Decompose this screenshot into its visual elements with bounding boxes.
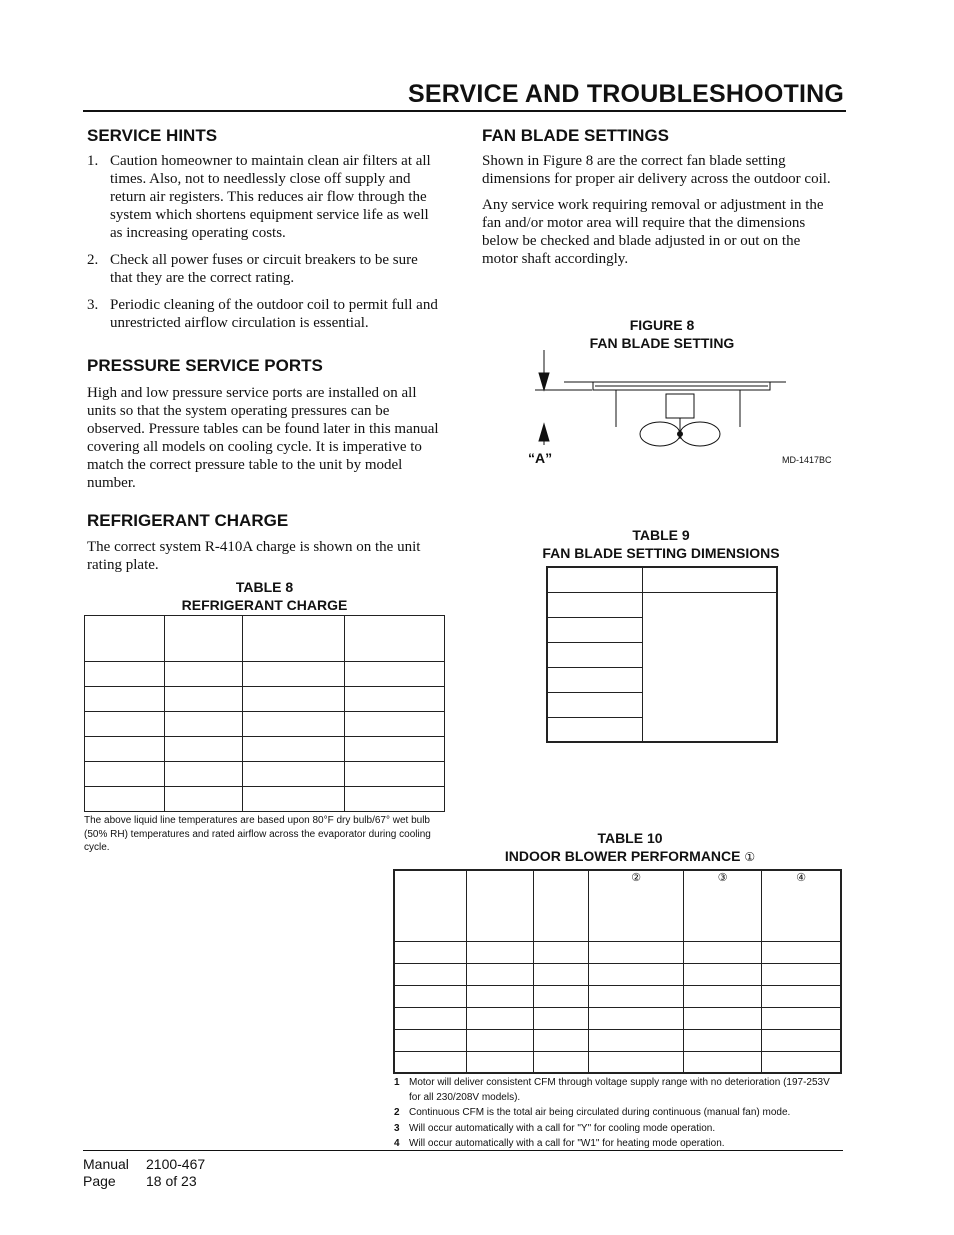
footnote-mark: ① bbox=[744, 850, 756, 864]
table-cell bbox=[85, 787, 165, 812]
table-row bbox=[85, 687, 445, 712]
table-row bbox=[394, 963, 841, 985]
table-cell bbox=[547, 692, 643, 717]
table-cell bbox=[534, 985, 589, 1007]
list-number: 1. bbox=[87, 153, 99, 169]
table-cell bbox=[243, 687, 345, 712]
table-cell bbox=[243, 762, 345, 787]
table-cell bbox=[534, 870, 589, 941]
table-cell bbox=[589, 1007, 684, 1029]
dimension-arrow-bottom bbox=[539, 424, 549, 441]
table-cell bbox=[762, 941, 842, 963]
table-cell bbox=[762, 1051, 842, 1073]
table-cell bbox=[547, 717, 643, 742]
manual-number: 2100-467 bbox=[146, 1156, 206, 1172]
table-cell bbox=[762, 963, 842, 985]
table-cell bbox=[345, 737, 445, 762]
table-row bbox=[85, 787, 445, 812]
list-item bbox=[87, 251, 442, 287]
dimension-arrow-top bbox=[539, 373, 549, 390]
table-cell bbox=[345, 762, 445, 787]
table10-caption bbox=[440, 829, 820, 866]
table-cell bbox=[467, 1051, 534, 1073]
table8-caption bbox=[84, 578, 445, 614]
table-cell bbox=[85, 762, 165, 787]
footnote-number: 2 bbox=[394, 1107, 400, 1118]
footnote-text: Continuous CFM is the total air being circulated during continuous (manual fan) mode. bbox=[409, 1107, 791, 1118]
table-cell bbox=[243, 616, 345, 662]
pressure-ports-heading: PRESSURE SERVICE PORTS bbox=[87, 356, 323, 375]
table8-note: The above liquid line temperatures are based upon 80°F dry bulb/67° wet bulb (50% RH) temperatures and rated airflow across the evaporator during cooling cycle. bbox=[84, 815, 431, 853]
table-cell bbox=[345, 787, 445, 812]
footnote bbox=[394, 1106, 842, 1121]
table-cell bbox=[467, 1007, 534, 1029]
list-item bbox=[87, 296, 442, 332]
table-cell bbox=[85, 616, 165, 662]
table10-caption-line2 bbox=[440, 847, 820, 866]
table-row bbox=[85, 762, 445, 787]
table-row bbox=[85, 662, 445, 687]
table-cell bbox=[589, 963, 684, 985]
footnote-mark: ③ bbox=[717, 872, 728, 884]
table10-caption-line1: TABLE 10 bbox=[597, 830, 663, 846]
table-cell bbox=[394, 941, 467, 963]
footer-rule bbox=[83, 1150, 843, 1151]
table-cell bbox=[589, 941, 684, 963]
list-text: Periodic cleaning of the outdoor coil to permit full and unrestricted airflow circulation is essential. bbox=[110, 297, 438, 331]
table-row bbox=[394, 1051, 841, 1073]
table-header-row bbox=[547, 567, 777, 592]
table-cell bbox=[589, 870, 684, 941]
table8-caption-line1: TABLE 8 bbox=[235, 579, 294, 595]
table-cell bbox=[547, 567, 643, 592]
table-row bbox=[85, 737, 445, 762]
table-row bbox=[394, 1007, 841, 1029]
table-cell bbox=[534, 1029, 589, 1051]
dimension-a-label: “A” bbox=[528, 450, 553, 466]
table-cell bbox=[165, 737, 243, 762]
footnote bbox=[394, 1076, 842, 1105]
header-rule bbox=[83, 110, 846, 112]
table-cell bbox=[394, 963, 467, 985]
list-number: 3. bbox=[87, 297, 99, 313]
table-cell bbox=[345, 616, 445, 662]
table9-fan-blade-dimensions bbox=[546, 566, 778, 743]
table-cell bbox=[684, 1051, 762, 1073]
table-cell bbox=[762, 985, 842, 1007]
drawing-id: MD-1417BC bbox=[782, 455, 832, 465]
table-row bbox=[394, 941, 841, 963]
table-cell bbox=[534, 963, 589, 985]
table-cell bbox=[165, 687, 243, 712]
page-label: Page bbox=[83, 1173, 116, 1189]
table-cell bbox=[547, 642, 643, 667]
table-cell bbox=[165, 762, 243, 787]
table9-caption-line2: FAN BLADE SETTING DIMENSIONS bbox=[542, 545, 780, 561]
manual-label: Manual bbox=[83, 1156, 129, 1172]
table-cell bbox=[345, 662, 445, 687]
table10-indoor-blower bbox=[393, 869, 842, 1074]
table-cell bbox=[85, 712, 165, 737]
refrigerant-charge-body: The correct system R-410A charge is shown on the unit rating plate. bbox=[87, 539, 421, 573]
table-cell bbox=[345, 687, 445, 712]
figure8-caption-line1: FIGURE 8 bbox=[629, 317, 695, 333]
table10-caption-text: INDOOR BLOWER PERFORMANCE bbox=[504, 848, 741, 864]
motor-box bbox=[666, 394, 694, 418]
table-cell bbox=[547, 592, 643, 617]
table-cell bbox=[643, 592, 778, 742]
table-cell bbox=[534, 941, 589, 963]
table-cell bbox=[165, 616, 243, 662]
table-cell bbox=[85, 687, 165, 712]
table8-caption-line2: REFRIGERANT CHARGE bbox=[181, 597, 348, 613]
table-cell bbox=[165, 787, 243, 812]
table-cell bbox=[394, 1051, 467, 1073]
table-cell bbox=[547, 667, 643, 692]
footnote-number: 4 bbox=[394, 1138, 400, 1149]
table-cell bbox=[467, 1029, 534, 1051]
table-cell bbox=[589, 1029, 684, 1051]
footnote-mark: ④ bbox=[796, 872, 806, 884]
table-cell bbox=[589, 1051, 684, 1073]
service-hints-list bbox=[87, 152, 442, 341]
table-cell bbox=[394, 1029, 467, 1051]
footnote bbox=[394, 1122, 842, 1137]
table-cell bbox=[467, 963, 534, 985]
fan-blade-right bbox=[680, 422, 720, 446]
table-cell bbox=[534, 1007, 589, 1029]
table-cell bbox=[394, 870, 467, 941]
table-cell bbox=[243, 737, 345, 762]
fan-blade-text bbox=[482, 152, 834, 276]
list-item bbox=[87, 152, 442, 242]
refrigerant-charge-heading: REFRIGERANT CHARGE bbox=[87, 511, 289, 530]
table-cell bbox=[684, 985, 762, 1007]
table-cell bbox=[684, 941, 762, 963]
fan-hub bbox=[678, 432, 683, 437]
footnote-text: Motor will deliver consistent CFM through voltage supply range with no deterioration (197-253V for all 230/208V models). bbox=[409, 1077, 830, 1103]
table-cell bbox=[762, 1007, 842, 1029]
table-cell bbox=[394, 1007, 467, 1029]
table-cell bbox=[467, 870, 534, 941]
table-cell bbox=[243, 712, 345, 737]
fan-blade-figure bbox=[520, 345, 850, 470]
table-header-row bbox=[85, 616, 445, 662]
table-cell bbox=[243, 787, 345, 812]
page-footer bbox=[83, 1156, 205, 1190]
table-cell bbox=[345, 712, 445, 737]
table9-caption-line1: TABLE 9 bbox=[632, 527, 690, 543]
table-cell bbox=[762, 870, 842, 941]
table9-caption bbox=[520, 526, 802, 562]
table-row bbox=[85, 712, 445, 737]
table-cell bbox=[165, 712, 243, 737]
table-cell bbox=[165, 662, 243, 687]
table-cell bbox=[589, 985, 684, 1007]
table-cell bbox=[684, 1007, 762, 1029]
fan-blade-heading: FAN BLADE SETTINGS bbox=[482, 126, 670, 145]
page-number: 18 of 23 bbox=[146, 1173, 197, 1189]
footnote-number: 3 bbox=[394, 1122, 400, 1134]
table-cell bbox=[684, 963, 762, 985]
footnote-text: Will occur automatically with a call for "W1" for heating mode operation. bbox=[409, 1138, 725, 1149]
service-hints-heading: SERVICE HINTS bbox=[87, 126, 218, 145]
page-title: SERVICE AND TROUBLESHOOTING bbox=[408, 80, 844, 108]
list-number: 2. bbox=[87, 252, 99, 268]
list-text: Check all power fuses or circuit breakers to be sure that they are the correct rating. bbox=[110, 252, 418, 286]
table-cell bbox=[762, 1029, 842, 1051]
table-row bbox=[547, 592, 777, 617]
figure8-caption-line2: FAN BLADE SETTING bbox=[589, 335, 735, 351]
list-text: Caution homeowner to maintain clean air filters at all times. Also, not to needlessly close off supply and return air registers. This reduces air flow through the system which shortens equipment service life as well as increasing operating costs. bbox=[110, 153, 431, 241]
table-cell bbox=[85, 737, 165, 762]
table-row bbox=[394, 985, 841, 1007]
table-row bbox=[394, 1029, 841, 1051]
table-cell bbox=[394, 985, 467, 1007]
table-cell bbox=[534, 1051, 589, 1073]
footnote-mark: ② bbox=[631, 872, 641, 884]
fan-blade-para2: Any service work requiring removal or adjustment in the fan and/or motor area will require that the dimensions below be checked and blade adjusted in or out on the motor shaft accordingly. bbox=[482, 197, 824, 267]
fan-blade-para1: Shown in Figure 8 are the correct fan blade setting dimensions for proper air delivery across the outdoor coil. bbox=[482, 153, 831, 187]
table-cell bbox=[547, 617, 643, 642]
table-cell bbox=[243, 662, 345, 687]
table-cell bbox=[684, 870, 762, 941]
footnote-text: Will occur automatically with a call for "Y" for cooling mode operation. bbox=[409, 1122, 716, 1134]
table-cell bbox=[467, 985, 534, 1007]
table-cell bbox=[85, 662, 165, 687]
table-cell bbox=[643, 567, 778, 592]
table-header-row bbox=[394, 870, 841, 941]
footnote-number: 1 bbox=[394, 1077, 400, 1088]
table10-footnotes bbox=[394, 1076, 842, 1153]
pressure-ports-body: High and low pressure service ports are installed on all units so that the system operating pressures can be observed. Pressure tables can be found later in this manual covering all models on cooling cycle. It is imperative to match the correct pressure table to the unit by model number. bbox=[87, 385, 439, 491]
table-cell bbox=[684, 1029, 762, 1051]
table-cell bbox=[467, 941, 534, 963]
fan-blade-left bbox=[640, 422, 680, 446]
table8-refrigerant-charge bbox=[84, 615, 445, 812]
